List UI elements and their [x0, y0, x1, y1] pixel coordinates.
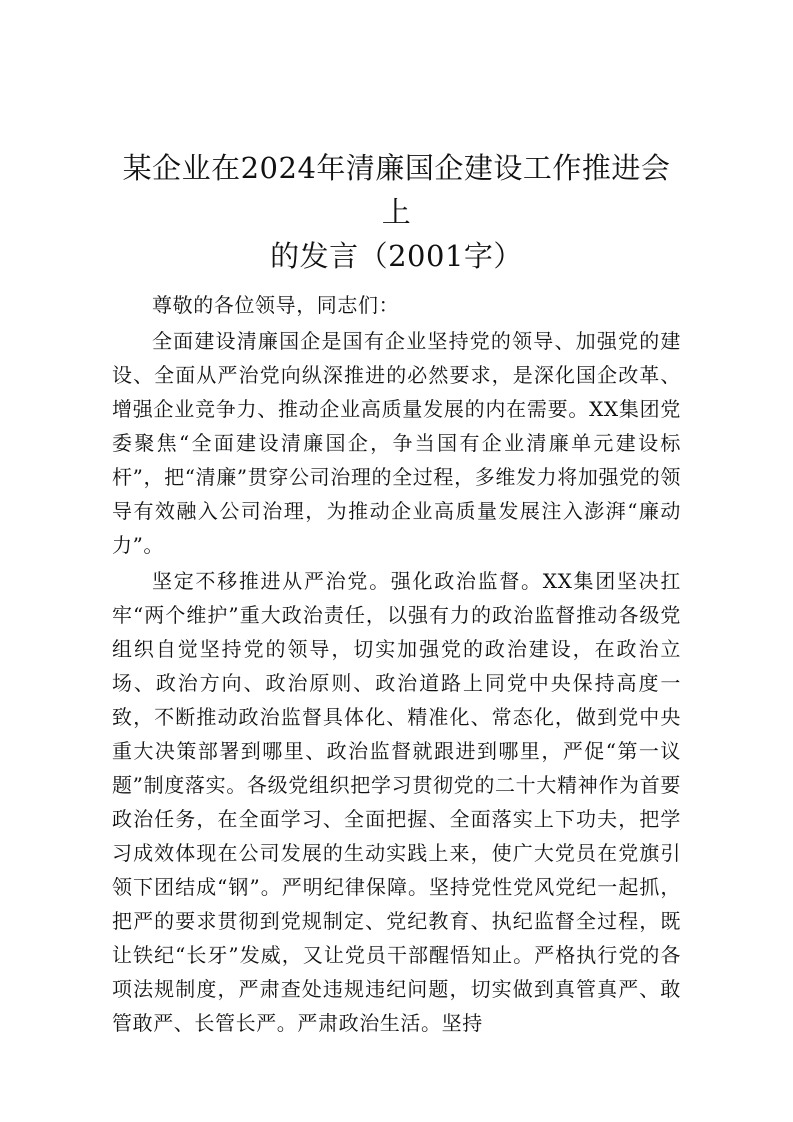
title-line-2: 的发言（2001字） [270, 239, 523, 273]
paragraph-intro: 全面建设清廉国企是国有企业坚持党的领导、加强党的建设、全面从严治党向纵深推进的必然要求，是深化国企改革、增强企业竞争力、推动企业高质量发展的内在需要。XX集团党委聚焦“全面建设清廉国企，争当国有企业清廉单元建设标杆”，把“清廉”贯穿公司治理的全过程，多维发力将加强党的领导有效融入公司治理，为推动企业高质量发展注入澎湃“廉动力”。 [112, 329, 681, 557]
title-line-1: 某企业在2024年清廉国企建设工作推进会上 [122, 151, 671, 229]
document-title [112, 146, 681, 278]
salutation: 尊敬的各位领导，同志们： [152, 293, 400, 317]
paragraph-strict-governance: 坚定不移推进从严治党。强化政治监督。XX集团坚决扛牢“两个维护”重大政治责任，以强有力的政治监督推动各级党组织自觉坚持党的领导，切实加强党的政治建设，在政治立场、政治方向、政治原则、政治道路上同党中央保持高度一致，不断推动政治监督具体化、精准化、常态化，做到党中央重大决策部署到哪里、政治监督就跟进到哪里，严促“第一议题”制度落实。各级党组织把学习贯彻党的二十大精神作为首要政治任务，在全面学习、全面把握、全面落实上下功夫，把学习成效体现在公司发展的生动实践上来，使广大党员在党旗引领下团结成“钢”。严明纪律保障。坚持党性党风党纪一起抓，把严的要求贯彻到党规制定、党纪教育、执纪监督全过程，既让铁纪“长牙”发威，又让党员干部醒悟知止。严格执行党的各项法规制度，严肃查处违规违纪问题，切实做到真管真严、敢管敢严、长管长严。严肃政治生活。坚持 [112, 569, 681, 1035]
